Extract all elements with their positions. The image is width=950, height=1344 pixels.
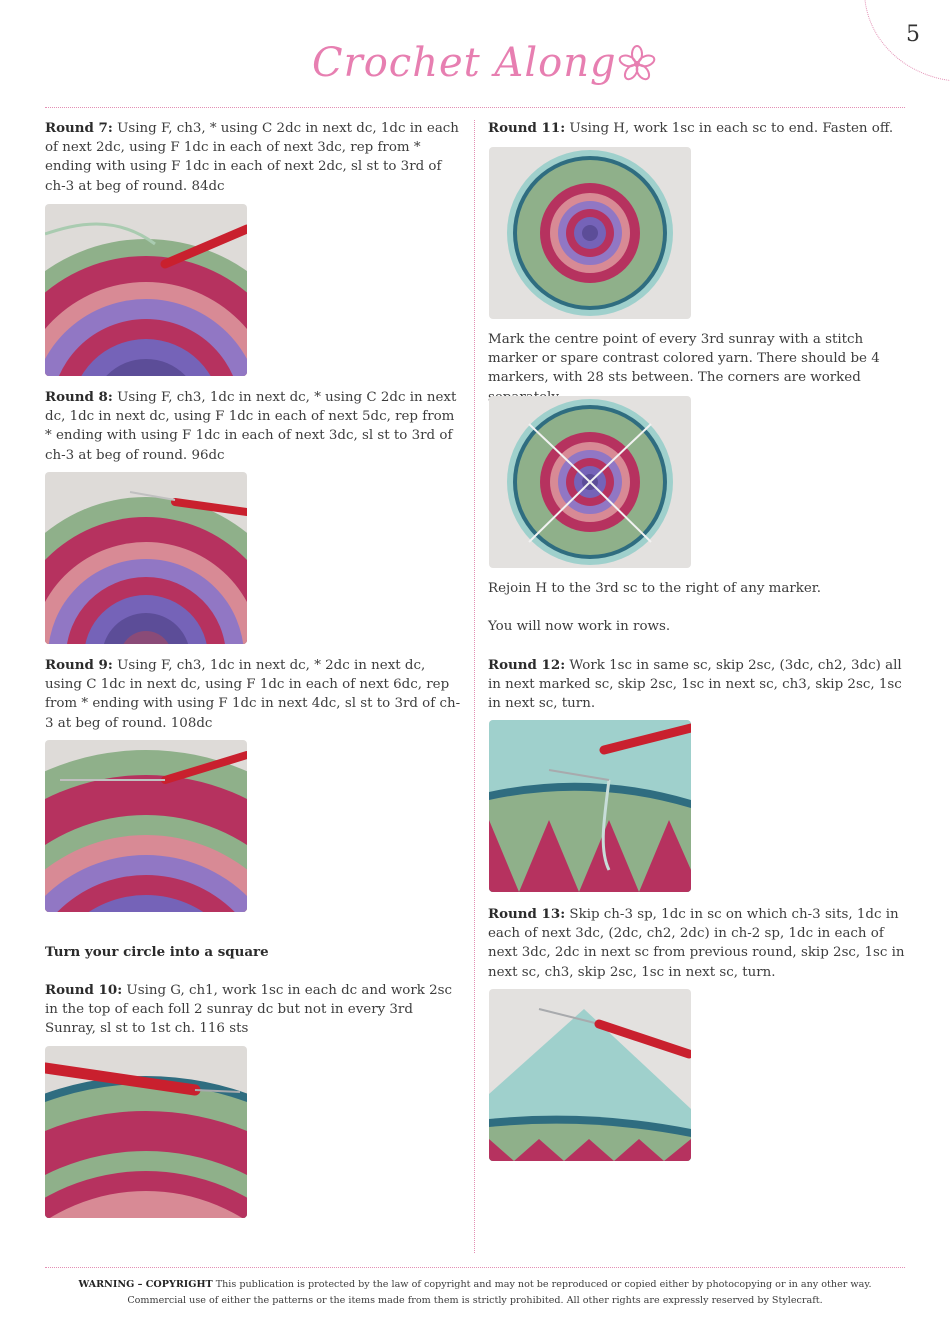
copyright-label: WARNING – COPYRIGHT: [78, 1279, 213, 1290]
round-11-instructions: [488, 119, 906, 138]
round-13-text: Skip ch-3 sp, 1dc in sc on which ch-3 sits, 1dc in each of next 3dc, (2dc, ch2, 2dc) in ch-2 sp, 1dc in each of next 3dc, 2dc in next sc from previous round, skip 2sc, 1sc in next sc, ch3, skip 2sc, 1sc in next sc, turn.: [488, 907, 905, 980]
round-10-photo: [45, 1046, 247, 1218]
round-9-instructions: [45, 656, 463, 733]
column-divider: [474, 120, 475, 1253]
round-13-photo: [489, 989, 691, 1161]
round-9-label: Round 9:: [45, 657, 113, 673]
round-7-photo: [45, 204, 247, 376]
section-heading: Turn your circle into a square: [45, 944, 269, 960]
round-9-text: Using F, ch3, 1dc in next dc, * 2dc in next dc, using C 1dc in next dc, using F 1dc in each of next 6dc, rep from * ending with using F 1dc in next 4dc, sl st to 3rd of ch-3 at beg of round. 108dc: [45, 658, 461, 731]
round-13-label: Round 13:: [488, 906, 566, 922]
round-13-instructions: [488, 905, 906, 982]
round-11-text: Using H, work 1sc in each sc to end. Fasten off.: [569, 121, 894, 136]
marked-circle-photo: [489, 396, 691, 568]
brand-title: Crochet Along: [312, 40, 617, 86]
rejoin-instructions: Rejoin H to the 3rd sc to the right of any marker.: [488, 581, 821, 596]
round-7-label: Round 7:: [45, 120, 113, 136]
round-8-text: Using F, ch3, 1dc in next dc, * using C 2dc in next dc, 1dc in next dc, using F 1dc in each of next 5dc, rep from * ending with using F 1dc in each of next 3dc, sl st to 3rd of ch-3 at beg of round. 96dc: [45, 390, 457, 463]
round-9-photo: [45, 740, 247, 912]
round-8-label: Round 8:: [45, 389, 113, 405]
header-divider: [45, 107, 905, 108]
round-8-instructions: [45, 388, 463, 465]
round-7-text: Using F, ch3, * using C 2dc in next dc, 1dc in each of next 2dc, using F 1dc in each of next 3dc, rep from * ending with using F 1dc in each of next 2dc, sl st to 3rd of ch-3 at beg of round. 84dc: [45, 121, 459, 194]
footer-divider: [45, 1267, 905, 1268]
round-12-instructions: [488, 656, 906, 714]
round-10-label: Round 10:: [45, 982, 123, 998]
round-10-instructions: [45, 981, 463, 1039]
page-number: 5: [906, 22, 920, 47]
round-10-text: Using G, ch1, work 1sc in each dc and work 2sc in the top of each foll 2 sunray dc but not in every 3rd Sunray, sl st to 1st ch. 116 sts: [45, 983, 453, 1037]
flower-icon: [617, 44, 657, 84]
round-12-label: Round 12:: [488, 657, 566, 673]
marker-instructions: Mark the centre point of every 3rd sunray with a stitch marker or spare contrast colored yarn. There should be 4 markers, with 28 sts between. The corners are worked: [488, 332, 880, 386]
round-7-instructions: [45, 119, 463, 196]
rows-note: You will now work in rows.: [488, 619, 671, 634]
round-12-photo: [489, 720, 691, 892]
copyright-text: This publication is protected by the law of copyright and may not be reproduced or copied either by photocopying or in any other way.: [215, 1279, 872, 1290]
round-11-photo: [489, 147, 691, 319]
round-12-text: Work 1sc in same sc, skip 2sc, (3dc, ch2, 3dc) all in next marked sc, skip 2sc, 1sc in next sc, ch3, skip 2sc, 1sc in next sc, turn.: [488, 658, 902, 712]
commercial-use-text: Commercial use of either the patterns or the items made from them is strictly prohibited. All other rights are expressly reserved by Stylecraft.: [127, 1295, 823, 1306]
brand-logo: [312, 40, 662, 106]
round-8-photo: [45, 472, 247, 644]
copyright-line-1: [45, 1277, 905, 1293]
round-11-label: Round 11:: [488, 120, 566, 136]
copyright-footer: [45, 1277, 905, 1309]
